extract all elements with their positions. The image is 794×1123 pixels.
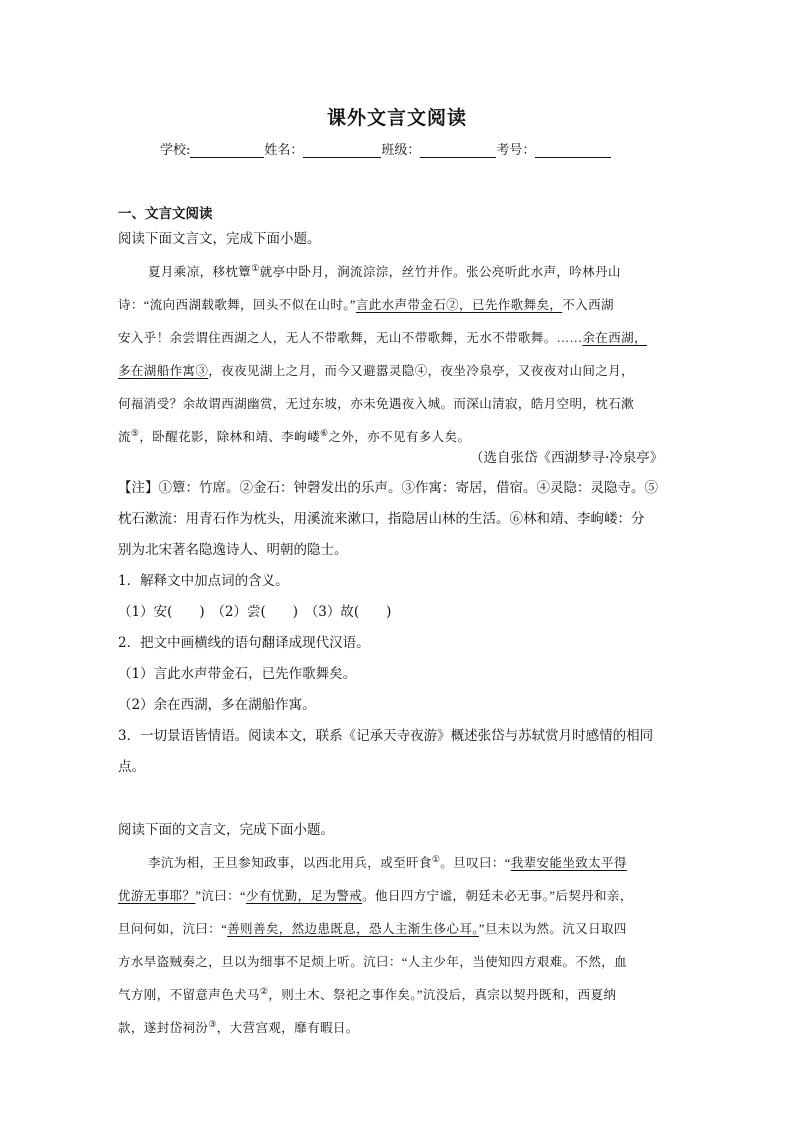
annotation-line: 枕石漱流：用青石作为枕头，用溪流来漱口，指隐居山林的生活。⑥林和靖、李岣嵝：分	[118, 511, 645, 527]
section-heading: 一、文言文阅读	[118, 206, 213, 222]
question-3-cont: 点。	[118, 759, 145, 775]
annotation-line: 【注】①簟：竹席。②金石：钟磬发出的乐声。③作寓：寄居，借宿。④灵隐：灵隐寺。⑤	[118, 480, 658, 496]
footnote-marker: ③	[208, 1018, 217, 1029]
student-info-line	[160, 139, 611, 158]
footnote-marker: ⑥	[319, 427, 329, 438]
underlined-sentence: 优游无事耶？	[118, 889, 196, 903]
question-2-item-1: （1）言此水声带金石，已先作歌舞矣。	[118, 666, 357, 682]
footnote-marker: ①	[251, 262, 260, 273]
school-label: 学校:	[160, 143, 191, 158]
passage-line: 流⑤，卧醒花影，除林和靖、李岣嵝⑥之外，亦不见有多人矣。	[118, 427, 471, 444]
number-blank[interactable]	[535, 143, 611, 158]
passage-2-line: 方水旱盗贼奏之，旦以为细事不足烦上听。沆曰：“人主少年，当使知四方艰难。不然，血	[118, 955, 628, 969]
question-2-item-2: （2）余在西湖，多在湖船作寓。	[118, 697, 316, 713]
underlined-sentence: 余在西湖，	[582, 331, 647, 345]
underlined-sentence: 言此水声带金石②，已先作歌舞矣，	[355, 298, 563, 312]
school-blank[interactable]	[190, 143, 264, 158]
underlined-sentence: 我辈安能坐致太平得	[510, 856, 627, 870]
number-label: 考号：	[496, 143, 536, 158]
passage-line: 安入乎！余尝谓住西湖之人，无人不带歌舞，无山不带歌舞，无水不带歌舞。……余在西湖，	[118, 331, 647, 345]
page-title: 课外文言文阅读	[326, 107, 467, 129]
footnote-marker: ⑤	[130, 427, 140, 438]
name-blank[interactable]	[303, 143, 381, 158]
underlined-sentence: 善则善矣，然边患既息，恐人主渐生侈心耳。	[227, 922, 479, 936]
question-3: 3．一切景语皆情语。阅读本文，联系《记承天寺夜游》概述张岱与苏轼赏月时感情的相同	[118, 728, 654, 744]
footnote-marker: ②	[259, 985, 269, 996]
question-1-items: （1）安( ) （2）尝( ) （3）故( )	[118, 604, 392, 620]
passage-line: 夏月乘凉，移枕簟①就亭中卧月，涧流淙淙，丝竹并作。张公亮听此水声，吟林丹山	[148, 262, 621, 279]
passage-line: 多在湖船作寓③，夜夜见湖上之月，而今又避嚣灵隐④，夜坐冷泉亭，又夜夜对山间之月，	[118, 364, 635, 378]
annotation-line: 别为北宋著名隐逸诗人、明朝的隐士。	[118, 542, 348, 558]
passage-line: 何福消受？余故谓西湖幽赏，无过东坡，亦未免遇夜入城。而深山清寂，皓月空明，枕石漱	[118, 397, 635, 411]
source-citation: （选自张岱《西湖梦寻·冷泉亭》	[470, 450, 664, 466]
passage-2-line: 款，遂封岱祠汾③，大营宫观，靡有暇日。	[118, 1018, 359, 1035]
question-2: 2．把文中画横线的语句翻译成现代汉语。	[118, 635, 370, 651]
passage-2-line: 李沆为相，王旦参知政事，以西北用兵，或至旰食①。旦叹曰：“我辈安能坐致太平得	[148, 853, 627, 870]
name-label: 姓名：	[264, 143, 304, 158]
reading-instruction-2: 阅读下面的文言文，完成下面小题。	[118, 822, 334, 838]
reading-instruction: 阅读下面文言文，完成下面小题。	[118, 231, 321, 247]
passage-2-line: 旦问何如，沆曰：“善则善矣，然边患既息，恐人主渐生侈心耳。”旦未以为然。沆又日取四	[118, 922, 627, 936]
class-blank[interactable]	[420, 143, 496, 158]
passage-2-line: 优游无事耶？”沆曰：“少有忧勤，足为警戒。他日四方宁谧，朝廷未必无事。”后契丹和亲，	[118, 889, 633, 903]
passage-line: 诗：“流向西湖载歌舞，回头不似在山时。”言此水声带金石②，已先作歌舞矣，不入西湖	[118, 298, 614, 312]
footnote-marker: ①	[431, 853, 441, 864]
class-label: 班级：	[381, 143, 421, 158]
underlined-sentence: 多在湖船作寓③	[118, 364, 209, 378]
question-1: 1．解释文中加点词的含义。	[118, 573, 289, 589]
underlined-sentence: 少有忧勤，足为警戒	[246, 889, 363, 903]
passage-2-line: 气方刚，不留意声色犬马②，则土木、祭祀之事作矣。”沆没后，真宗以契丹既和，西夏纳	[118, 985, 617, 1002]
